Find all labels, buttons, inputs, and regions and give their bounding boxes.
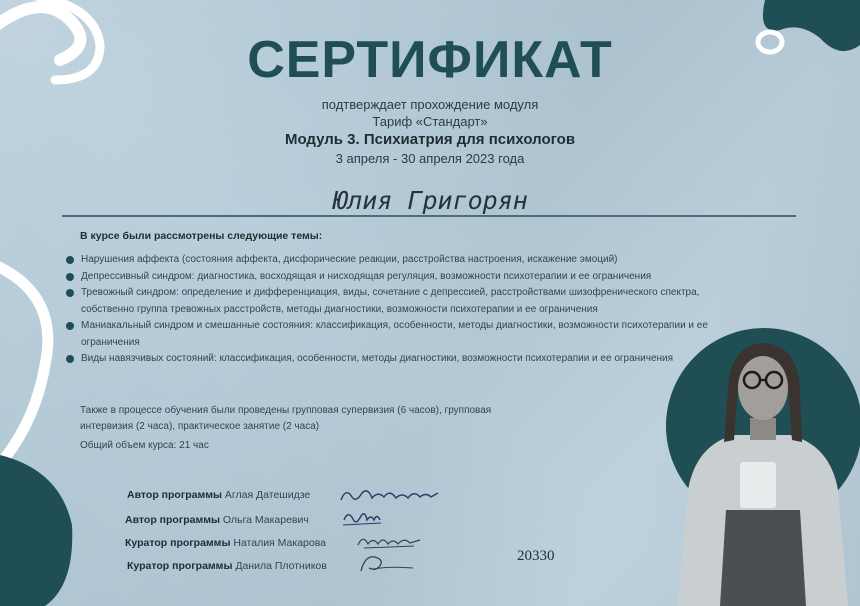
extra-activities: Также в процессе обучения были проведены групповая супервизия (6 часов), групповая интервизия (2 часа), практическое занятие (2 часа) (80, 405, 492, 432)
recipient-name: Юлия Григорян (332, 186, 528, 215)
topic-text: Маниакальный синдром и смешанные состояния: классификация, особенности, методы диагностики, возможности психотерапии и ее ограничения (81, 320, 708, 348)
list-item (66, 351, 736, 368)
certificate-title: СЕРТИФИКАТ (247, 31, 613, 89)
signatory-row (127, 560, 327, 572)
bullet-icon (66, 289, 74, 297)
signatory-name: Данила Плотников (235, 560, 327, 572)
bullet-icon (66, 322, 74, 330)
decorative-blob-bottom-left (0, 455, 75, 606)
signatory-row (127, 489, 310, 501)
bullet-icon (66, 355, 74, 363)
topics-heading: В курсе были рассмотрены следующие темы: (80, 230, 323, 242)
signatory-role: Автор программы (125, 514, 220, 526)
signature-image (355, 551, 417, 575)
bullet-icon (66, 273, 74, 281)
confirms-text: подтверждает прохождение модуля (321, 97, 539, 112)
topic-text: Нарушения аффекта (состояния аффекта, дисфорические реакции, расстройства настроения, искажение эмоций) (81, 254, 618, 265)
signatory-name: Наталия Макарова (233, 537, 327, 549)
signature-image (340, 508, 384, 530)
signatory-role: Куратор программы (127, 560, 233, 572)
total-hours: Общий объем курса: 21 час (80, 440, 209, 451)
signatory-name: Аглая Датешидзе (224, 489, 311, 501)
list-item (66, 252, 736, 269)
course-dates: 3 апреля - 30 апреля 2023 года (335, 151, 525, 166)
module-title: Модуль 3. Психиатрия для психологов (284, 131, 576, 148)
signature-image (338, 483, 443, 507)
signatory-row (125, 514, 309, 526)
list-item (66, 318, 736, 351)
name-underline (62, 215, 796, 217)
signatory-name: Ольга Макаревич (222, 514, 309, 526)
bullet-icon (66, 256, 74, 264)
tariff-text: Тариф «Стандарт» (372, 114, 488, 129)
topic-text: Тревожный синдром: определение и дифференциация, виды, сочетание с депрессией, расстройствами шизофренического спектра, собственно группа тревожных расстройств, методы диагностики, возможности психотерапии и ее ограничения (81, 287, 700, 315)
signatory-row (125, 537, 326, 549)
topic-text: Виды навязчивых состояний: классификация, особенности, методы диагностики, возможности психотерапии и ее ограничения (81, 353, 674, 364)
signatory-role: Куратор программы (125, 537, 231, 549)
topics-list (66, 252, 736, 368)
list-item (66, 285, 736, 318)
signatory-role: Автор программы (127, 489, 222, 501)
topic-text: Депрессивный синдром: диагностика, восходящая и нисходящая регуляция, возможности психотерапии и ее ограничения (81, 270, 652, 282)
list-item (66, 269, 736, 286)
serial-number: 20330 (517, 548, 555, 564)
signature-image (354, 530, 424, 552)
